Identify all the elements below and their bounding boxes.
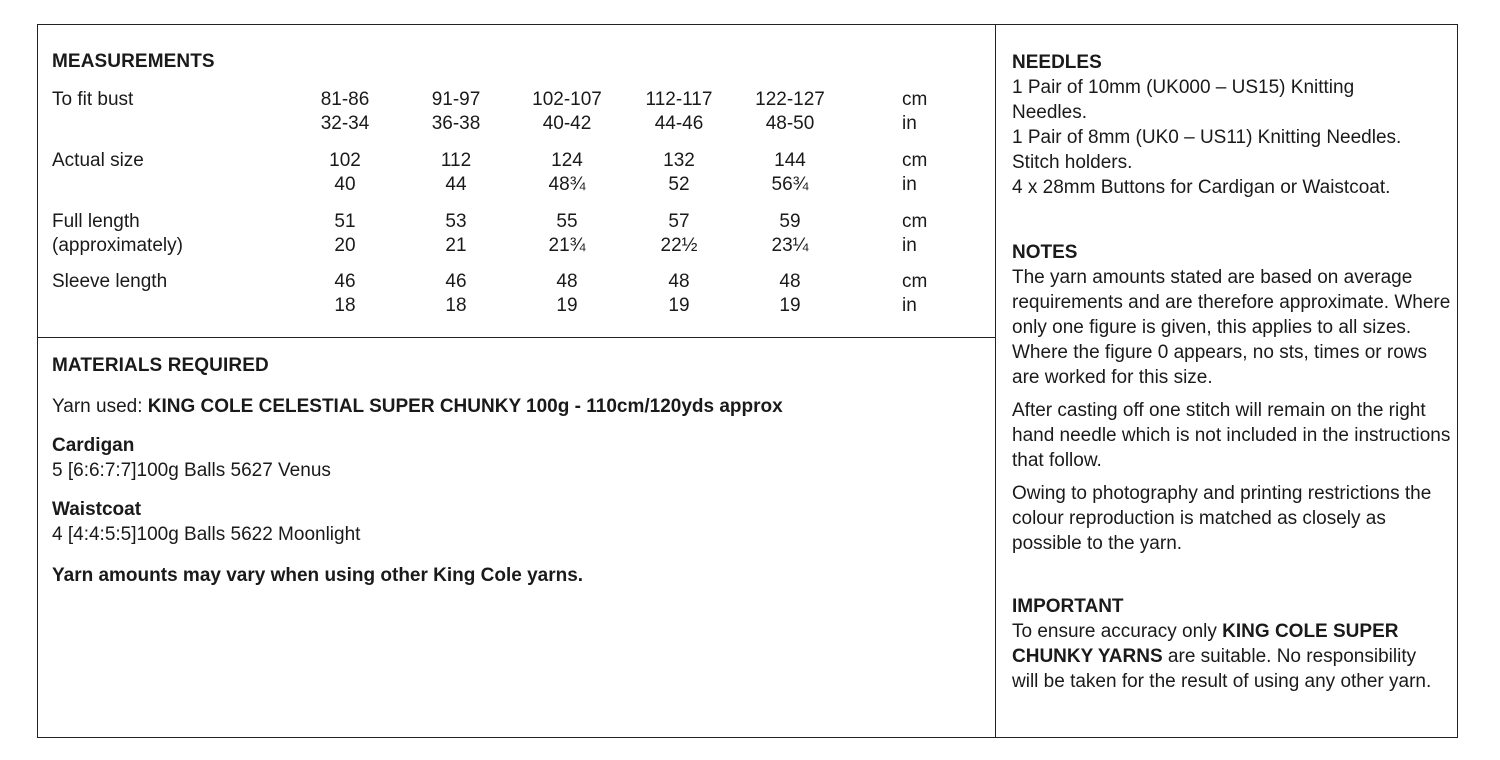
yarn-used-line [52,395,783,419]
cell-in: 44-46 [654,113,704,134]
row-label: To fit bust [52,89,134,110]
unit-cm: cm [902,89,928,110]
cell-cm: 144 [774,150,806,171]
cell-in: 18 [445,295,467,316]
cell-in: 19 [668,295,690,316]
notes-paragraph: After casting off one stitch will remain on the right hand needle which is not included in the instructions that follow. [1012,400,1451,471]
important-prefix: To ensure accuracy only [1012,621,1223,642]
cell-cm: 112 [440,150,472,171]
measurements-heading: MEASUREMENTS [52,51,215,72]
yarn-amounts-note: Yarn amounts may vary when using other King Cole yarns. [52,565,584,586]
needles-line: 1 Pair of 10mm (UK000 – US15) Knitting Needles. [1012,77,1355,123]
cell-cm: 48 [556,271,578,292]
important-section [1012,594,1432,694]
important-heading: IMPORTANT [1012,596,1124,617]
cell-cm: 59 [779,211,801,232]
unit-cm: cm [902,211,928,232]
cardigan-text: 5 [6:6:7:7]100g Balls 5627 Venus [52,460,331,481]
cell-in: 19 [556,295,578,316]
cell-cm: 48 [668,271,690,292]
unit-in: in [902,295,917,316]
cell-in: 23¼ [771,235,809,256]
important-suffix: are suitable. No responsibility will be taken for the result of using any other yarn. [1012,646,1432,692]
waistcoat-text: 4 [4:4:5:5]100g Balls 5622 Moonlight [52,524,361,545]
cell-cm: 51 [334,211,356,232]
cell-in: 21 [445,235,467,256]
cell-in: 40-42 [542,113,592,134]
needles-line: Stitch holders. [1012,152,1133,173]
cell-in: 19 [779,295,801,316]
needles-line: 1 Pair of 8mm (UK0 – US11) Knitting Needles. [1012,127,1402,148]
vertical-divider [995,24,996,738]
cell-in: 20 [334,235,356,256]
notes-heading: NOTES [1012,242,1078,263]
cardigan-title: Cardigan [52,435,135,456]
cell-cm: 55 [556,211,578,232]
notes-section [1012,240,1452,556]
unit-in: in [902,235,917,256]
cell-in: 32-34 [320,113,370,134]
cell-in: 52 [668,174,690,195]
cell-in: 40 [334,174,356,195]
cell-cm: 46 [334,271,356,292]
waistcoat-title: Waistcoat [52,499,142,520]
cell-cm: 122-127 [755,89,825,110]
row-label: Actual size [52,150,144,171]
cell-in: 36-38 [431,113,481,134]
cell-cm: 53 [445,211,467,232]
cell-cm: 112-117 [645,89,713,110]
important-bold: KING COLE SUPER CHUNKY YARNS [1012,621,1399,667]
cell-cm: 91-97 [431,89,481,110]
materials-heading: MATERIALS REQUIRED [52,355,269,376]
row-label-secondary: (approximately) [52,235,183,256]
unit-in: in [902,113,917,134]
cell-cm: 57 [668,211,690,232]
unit-in: in [902,174,917,195]
cell-cm: 48 [779,271,801,292]
row-label: Full length [52,211,140,232]
cell-in: 21¾ [548,235,586,256]
needles-line: 4 x 28mm Buttons for Cardigan or Waistcoat. [1012,177,1391,198]
yarn-name: KING COLE CELESTIAL SUPER CHUNKY 100g - 110cm/120yds approx [147,396,783,417]
cell-in: 48¾ [548,174,586,195]
cell-in: 18 [334,295,356,316]
yarn-used-prefix: Yarn used: [52,396,148,417]
row-label: Sleeve length [52,271,168,292]
notes-paragraph: Owing to photography and printing restrictions the colour reproduction is matched as closely as possible to the yarn. [1012,483,1432,554]
cell-cm: 102-107 [532,89,602,110]
unit-cm: cm [902,271,928,292]
cell-in: 44 [445,174,467,195]
cell-cm: 132 [663,150,695,171]
cell-cm: 81-86 [320,89,370,110]
needles-heading: NEEDLES [1012,52,1102,73]
cell-in: 56¾ [771,174,809,195]
cell-cm: 124 [551,150,583,171]
horizontal-divider [37,337,996,338]
notes-paragraph: The yarn amounts stated are based on average requirements and are therefore approximate. Where only one figure is given, this applies to all sizes. Where the figure 0 appears, no sts, times or rows are worked for this size. [1012,267,1451,388]
needles-section [1012,50,1452,200]
cell-cm: 102 [329,150,361,171]
cell-in: 22½ [660,235,698,256]
important-text [1012,619,1432,694]
cell-in: 48-50 [765,113,815,134]
cell-cm: 46 [445,271,467,292]
unit-cm: cm [902,150,928,171]
